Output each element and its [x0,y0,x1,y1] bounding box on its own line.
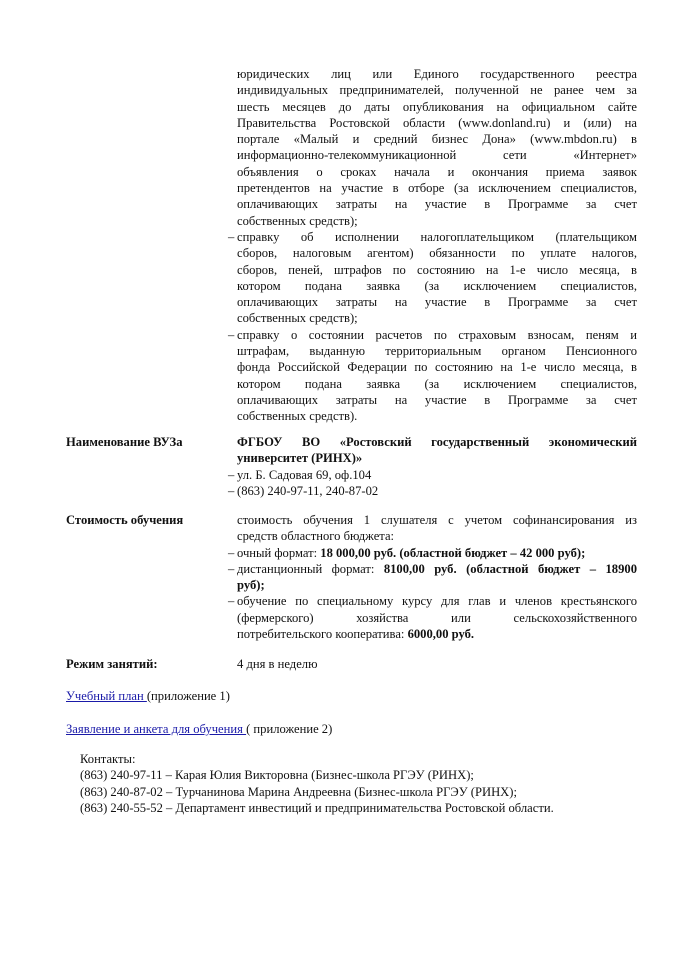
list-item-tax-certificate [228,229,637,327]
plan-suffix: (приложение 1) [146,689,230,703]
text-line: оплачивающих затраты на участие в Программе за счет [237,197,637,212]
distance-price: 8100,00 руб. (областной бюджет – 18900 [383,561,637,576]
cost-label: Стоимость обучения [66,513,184,527]
dash-marker: – [228,229,235,244]
requirements-block [228,66,637,425]
text-line: собственных средств); [237,213,358,228]
special-text: обучение по специальному курсу для глав и членов крестьянского [237,594,637,609]
dash-marker: – [228,467,235,482]
text-line: справку о состоянии расчетов по страховым взносам, пеням и [237,327,637,342]
requirements-paragraph [237,66,637,229]
application-line [66,721,332,737]
contact-line: (863) 240-87-02 – Турчанинова Марина Андреевна (Бизнес-школа РГЭУ (РИНХ); [80,784,517,799]
phones-text: (863) 240-97-11, 240-87-02 [237,483,379,498]
dash-marker: – [228,327,235,342]
text-line: сборов, налоговым агентом) обязанности по уплате налогов, [237,246,637,261]
dash-marker: – [228,545,235,560]
university-label: Наименование ВУЗа [66,435,183,449]
schedule-value: 4 дня в неделю [237,657,318,671]
text-line: информационно-телекоммуникационной сети «Интернет» [237,148,637,163]
dash-marker: – [228,483,235,498]
text-line: собственных средств); [237,311,358,326]
cost-intro-line1: стоимость обучения 1 слушателя с учетом софинансирования из [237,513,637,527]
contacts-title: Контакты: [80,752,136,766]
dash-marker: – [228,561,235,576]
application-suffix: ( приложение 2) [246,722,333,736]
study-plan-link[interactable]: Учебный план [66,689,147,703]
university-name-line2: университет (РИНХ)» [237,451,363,466]
distance-prefix: дистанционный формат: [237,561,384,576]
fulltime-prefix: очный формат: [237,545,321,560]
text-line: портале «Малый и средний бизнес Дона» (www.mbdon.ru) в [237,132,637,147]
text-line: справку об исполнении налогоплательщиком (плательщиком [237,229,637,244]
text-line: индивидуальных предпринимателей, полученной не ранее чем за [237,83,637,98]
contacts-block [80,751,640,816]
cost-special-line2: (фермерского) хозяйства или сельскохозяйственного [237,610,637,625]
text-line: сборов, пеней, штрафов по состоянию на 1-е число месяца, в [237,262,637,277]
schedule-label: Режим занятий: [66,657,158,671]
text-line: объявления о сроках начала и окончания приема заявок [237,164,637,179]
contact-line: (863) 240-97-11 – Карая Юлия Викторовна (Бизнес-школа РГЭУ (РИНХ); [80,768,474,783]
cost-fulltime [228,545,637,561]
cost-special-line3 [237,626,637,642]
special-prefix: потребительского кооператива: [237,627,408,642]
text-line: собственных средств). [237,409,358,424]
text-line: котором подана заявка (за исключением специалистов, [237,376,637,391]
cost-info [228,512,637,642]
text-line: штрафам, выданную территориальным органом Пенсионного [237,344,637,359]
cost-distance-line1 [228,561,637,577]
contact-line: (863) 240-55-52 – Департамент инвестиций и предпринимательства Ростовской области. [80,800,554,815]
fulltime-price: 18 000,00 руб. (областной бюджет – 42 000 руб); [320,545,586,560]
university-phones [228,483,637,499]
dash-marker: – [228,594,235,609]
plan-line [66,688,230,704]
text-line: шесть месяцев до даты опубликования на официальном сайте [237,99,637,114]
university-name-line1: ФГБОУ ВО «Ростовский государственный экономический [237,435,637,449]
university-address [228,467,637,483]
text-line: фонда Российской Федерации по состоянию на 1-е число месяца, в [237,360,637,375]
text-line: Правительства Ростовской области (www.donland.ru) и (или) на [237,115,637,130]
cost-intro-line2: средств областного бюджета: [237,529,395,544]
cost-special-line1 [228,593,637,609]
address-text: ул. Б. Садовая 69, оф.104 [237,467,372,482]
university-info [228,434,637,499]
application-form-link[interactable]: Заявление и анкета для обучения [66,722,247,736]
text-line: юридических лиц или Единого государственного реестра [237,67,637,81]
special-price: 6000,00 руб. [407,627,475,642]
cost-distance-line2: руб); [237,578,265,593]
text-line: претендентов на участие в отборе (за исключением специалистов, [237,181,637,196]
text-line: оплачивающих затраты на участие в Программе за счет [237,295,637,310]
text-line: оплачивающих затраты на участие в Программе за счет [237,392,637,407]
list-item-pension-certificate [228,327,637,425]
text-line: котором подана заявка (за исключением специалистов, [237,278,637,293]
